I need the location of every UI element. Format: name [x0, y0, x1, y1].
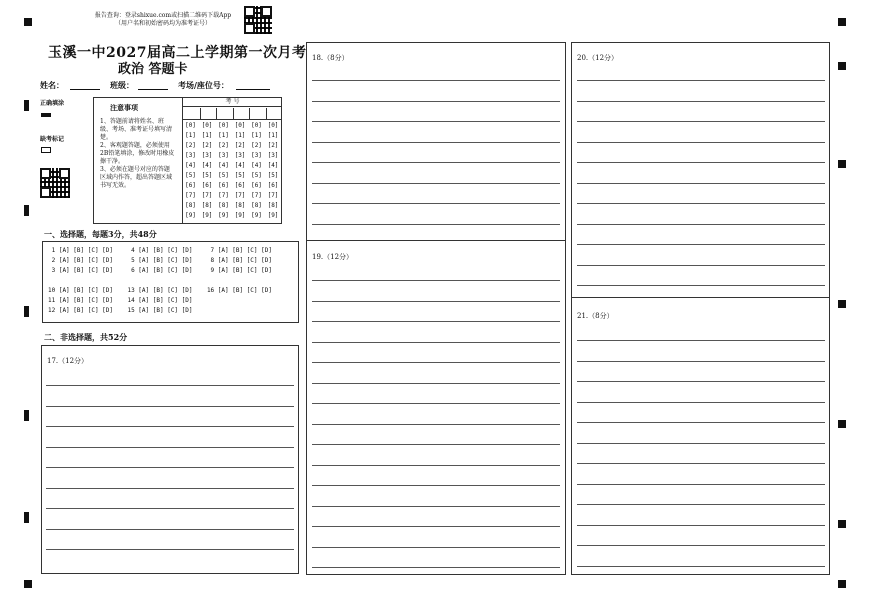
- corner-mark-br: [838, 580, 846, 588]
- exam-no-digit[interactable]: [7]: [234, 192, 246, 199]
- notes-line: 楚。: [100, 134, 113, 141]
- exam-no-digit[interactable]: [0]: [185, 122, 196, 129]
- choice-row[interactable]: 10 [A] [B] [C] [D] 13 [A] [B] [C] [D] 16 [A] [B] [C] [D]: [48, 287, 272, 294]
- answer-line: [577, 224, 825, 225]
- timing-mark: [838, 520, 846, 528]
- timing-bar: [24, 306, 29, 317]
- answer-line: [577, 121, 825, 122]
- answer-line: [577, 203, 825, 204]
- exam-no-digit[interactable]: [6]: [218, 182, 229, 189]
- exam-no-digit[interactable]: [1]: [218, 132, 229, 139]
- student-qr-code: [40, 168, 70, 198]
- section1-title: 一、选择题，每题3分，共48分: [44, 229, 157, 239]
- timing-bar: [24, 410, 29, 421]
- answer-line: [312, 142, 560, 143]
- exam-no-digit[interactable]: [3]: [201, 152, 213, 159]
- exam-no-digit[interactable]: [4]: [218, 162, 229, 169]
- q17-header: 17.（12分）: [47, 357, 89, 365]
- answer-line: [577, 361, 825, 362]
- answer-line: [577, 545, 825, 546]
- exam-no-digit[interactable]: [2]: [201, 142, 213, 149]
- notes-line: 3、必须在题号对应的答题: [100, 166, 170, 173]
- exam-no-digit[interactable]: [4]: [201, 162, 213, 169]
- name-label: 姓名：: [40, 80, 64, 90]
- answer-line: [577, 484, 825, 485]
- timing-bar: [24, 100, 29, 111]
- exam-no-digit[interactable]: [8]: [234, 202, 246, 209]
- exam-no-digit[interactable]: [0]: [234, 122, 246, 129]
- exam-no-digit[interactable]: [5]: [234, 172, 246, 179]
- exam-no-digit[interactable]: [1]: [267, 132, 279, 139]
- answer-line: [312, 424, 560, 425]
- timing-bar: [24, 205, 29, 216]
- answer-line: [577, 285, 825, 286]
- exam-no-digit[interactable]: [2]: [218, 142, 229, 149]
- notes-title: 注意事项: [110, 103, 138, 112]
- notes-text: [100, 118, 182, 190]
- exam-no-column[interactable]: [250, 121, 263, 221]
- answer-line: [312, 485, 560, 486]
- exam-no-digit[interactable]: [9]: [234, 212, 246, 219]
- answer-line: [312, 567, 560, 568]
- exam-no-digit[interactable]: [6]: [251, 182, 262, 189]
- timing-bar: [24, 512, 29, 523]
- exam-no-digit[interactable]: [9]: [201, 212, 213, 219]
- answer-line: [577, 402, 825, 403]
- correct-fill-sample: [41, 113, 51, 117]
- page-subtitle: 政治 答题卡: [118, 62, 188, 77]
- answer-line: [312, 224, 560, 225]
- notes-line: 擦干净。: [100, 158, 125, 165]
- exam-no-column[interactable]: [267, 121, 280, 221]
- exam-no-digit[interactable]: [6]: [185, 182, 196, 189]
- answer-line: [577, 566, 825, 567]
- notes-line: 1、答题前请将姓名、班: [100, 118, 164, 125]
- exam-no-entry-divider: [233, 108, 234, 119]
- exam-no-digit[interactable]: [9]: [267, 212, 279, 219]
- answer-line: [577, 340, 825, 341]
- answer-line: [46, 447, 294, 448]
- answer-line: [312, 162, 560, 163]
- answer-line: [577, 142, 825, 143]
- exam-no-digit[interactable]: [7]: [201, 192, 213, 199]
- choice-rows[interactable]: [48, 246, 272, 316]
- notice-line-1: 报告查询：登录shixue.com或扫描二维码下载App: [94, 12, 232, 19]
- exam-no-digit[interactable]: [4]: [234, 162, 246, 169]
- notes-line: 区域内作答，超出答题区域: [100, 174, 173, 181]
- exam-no-digit[interactable]: [3]: [234, 152, 246, 159]
- answer-line: [577, 244, 825, 245]
- corner-mark-tr: [838, 18, 846, 26]
- answer-line: [577, 422, 825, 423]
- exam-no-entry-divider: [249, 108, 250, 119]
- answer-line: [577, 265, 825, 266]
- exam-no-digit[interactable]: [8]: [201, 202, 213, 209]
- corner-mark-bl: [24, 580, 32, 588]
- exam-no-digit[interactable]: [9]: [185, 212, 196, 219]
- exam-no-digit[interactable]: [7]: [267, 192, 279, 199]
- exam-no-entry-divider: [216, 108, 217, 119]
- exam-no-digit[interactable]: [8]: [185, 202, 196, 209]
- answer-line: [577, 443, 825, 444]
- exam-no-digit[interactable]: [7]: [251, 192, 262, 199]
- notes-line: 书写无效。: [100, 182, 131, 189]
- missing-mark-label: 缺考标记: [40, 136, 65, 143]
- q20-q21-divider: [571, 297, 830, 298]
- exam-no-digit[interactable]: [0]: [218, 122, 229, 129]
- choice-row[interactable]: 12 [A] [B] [C] [D] 15 [A] [B] [C] [D]: [48, 307, 193, 314]
- correct-fill-label: 正确填涂: [40, 100, 65, 107]
- exam-no-digit[interactable]: [3]: [251, 152, 262, 159]
- corner-mark-tl: [24, 18, 32, 26]
- answer-line: [312, 321, 560, 322]
- answer-line: [577, 525, 825, 526]
- exam-no-column[interactable]: [201, 121, 214, 221]
- timing-mark: [838, 420, 846, 428]
- answer-line: [312, 465, 560, 466]
- exam-no-column[interactable]: [184, 121, 197, 221]
- answer-line: [46, 467, 294, 468]
- timing-mark: [838, 300, 846, 308]
- exam-no-digit[interactable]: [3]: [185, 152, 196, 159]
- exam-no-digit[interactable]: [5]: [251, 172, 262, 179]
- notes-line: 级、考场、准考证号填写清: [100, 126, 173, 133]
- answer-line: [577, 463, 825, 464]
- exam-no-column[interactable]: [234, 121, 247, 221]
- q18-q19-divider: [306, 240, 566, 241]
- exam-no-digit[interactable]: [6]: [267, 182, 279, 189]
- exam-no-digit[interactable]: [5]: [185, 172, 196, 179]
- exam-no-label: 考 号: [183, 98, 282, 107]
- exam-no-digit[interactable]: [8]: [251, 202, 262, 209]
- answer-line: [312, 80, 560, 81]
- answer-line: [312, 362, 560, 363]
- exam-no-digit[interactable]: [9]: [251, 212, 262, 219]
- exam-no-digit[interactable]: [2]: [234, 142, 246, 149]
- answer-line: [312, 342, 560, 343]
- exam-no-digit[interactable]: [7]: [185, 192, 196, 199]
- exam-no-digit[interactable]: [2]: [267, 142, 279, 149]
- class-label: 班级：: [110, 80, 134, 90]
- answer-line: [312, 101, 560, 102]
- exam-no-digit[interactable]: [1]: [201, 132, 213, 139]
- answer-line: [577, 162, 825, 163]
- exam-no-digit[interactable]: [2]: [251, 142, 262, 149]
- answer-line: [577, 101, 825, 102]
- q20-header: 20.（12分）: [577, 54, 619, 62]
- answer-line: [46, 426, 294, 427]
- choice-row[interactable]: 1 [A] [B] [C] [D] 4 [A] [B] [C] [D] 7 [A] [B] [C] [D]: [48, 247, 272, 254]
- q21-header: 21.（8分）: [577, 312, 614, 320]
- answer-line: [312, 203, 560, 204]
- choice-row[interactable]: [48, 276, 272, 286]
- exam-no-digit[interactable]: [2]: [185, 142, 196, 149]
- exam-no-digit[interactable]: [4]: [251, 162, 262, 169]
- exam-no-digit[interactable]: [3]: [267, 152, 279, 159]
- answer-line: [577, 183, 825, 184]
- room-label: 考场/座位号：: [178, 80, 229, 90]
- exam-no-digit[interactable]: [4]: [185, 162, 196, 169]
- answer-line: [312, 547, 560, 548]
- exam-no-digit[interactable]: [6]: [201, 182, 213, 189]
- missing-mark-box[interactable]: [41, 147, 51, 153]
- answer-line: [46, 406, 294, 407]
- choice-row[interactable]: 3 [A] [B] [C] [D] 6 [A] [B] [C] [D] 9 [A] [B] [C] [D]: [48, 267, 272, 274]
- answer-line: [46, 385, 294, 386]
- exam-no-digit[interactable]: [5]: [218, 172, 229, 179]
- answer-line: [46, 529, 294, 530]
- exam-no-digit[interactable]: [3]: [218, 152, 229, 159]
- room-field[interactable]: [236, 89, 270, 90]
- q19-header: 19.（12分）: [312, 253, 354, 261]
- timing-mark: [838, 62, 846, 70]
- answer-line: [312, 526, 560, 527]
- section2-title: 二、非选择题，共52分: [44, 332, 128, 342]
- exam-no-digit[interactable]: [5]: [201, 172, 213, 179]
- answer-line: [46, 488, 294, 489]
- exam-no-column[interactable]: [217, 121, 230, 221]
- choice-row[interactable]: 11 [A] [B] [C] [D] 14 [A] [B] [C] [D]: [48, 297, 193, 304]
- app-qr-code: [244, 6, 272, 34]
- exam-no-digit[interactable]: [1]: [234, 132, 246, 139]
- class-field[interactable]: [138, 89, 168, 90]
- answer-line: [577, 80, 825, 81]
- timing-mark: [838, 160, 846, 168]
- exam-no-digit[interactable]: [8]: [267, 202, 279, 209]
- exam-no-digit[interactable]: [5]: [267, 172, 279, 179]
- exam-no-digit[interactable]: [6]: [234, 182, 246, 189]
- name-field[interactable]: [70, 89, 100, 90]
- exam-no-digit[interactable]: [1]: [251, 132, 262, 139]
- answer-line: [312, 403, 560, 404]
- answer-line: [577, 504, 825, 505]
- q17-answer-box[interactable]: [41, 345, 299, 574]
- exam-no-digit[interactable]: [1]: [185, 132, 196, 139]
- notice-line-2: （用户名和初始密码均为准考证号）: [114, 20, 211, 27]
- exam-no-digit[interactable]: [9]: [218, 212, 229, 219]
- notes-line: 2、客观题答题，必须使用: [100, 142, 170, 149]
- exam-no-digit[interactable]: [4]: [267, 162, 279, 169]
- exam-no-digit[interactable]: [8]: [218, 202, 229, 209]
- answer-line: [46, 549, 294, 550]
- choice-row[interactable]: 2 [A] [B] [C] [D] 5 [A] [B] [C] [D] 8 [A] [B] [C] [D]: [48, 257, 272, 264]
- exam-no-entry-row[interactable]: [183, 108, 282, 120]
- answer-line: [312, 383, 560, 384]
- exam-no-digit[interactable]: [0]: [201, 122, 213, 129]
- answer-line: [312, 506, 560, 507]
- exam-no-digit[interactable]: [0]: [251, 122, 262, 129]
- answer-line: [312, 301, 560, 302]
- answer-line: [312, 280, 560, 281]
- answer-line: [46, 508, 294, 509]
- exam-no-digit[interactable]: [7]: [218, 192, 229, 199]
- exam-no-entry-divider: [200, 108, 201, 119]
- report-notice: [88, 12, 238, 28]
- page-title: 玉溪一中2027届高二上学期第一次月考: [48, 45, 307, 61]
- exam-no-entry-divider: [266, 108, 267, 119]
- exam-no-digit[interactable]: [0]: [267, 122, 279, 129]
- answer-line: [312, 444, 560, 445]
- answer-line: [312, 183, 560, 184]
- answer-line: [312, 121, 560, 122]
- answer-line: [577, 381, 825, 382]
- notes-line: 2B铅笔填涂，修改时用橡皮: [100, 150, 175, 157]
- q18-header: 18.（8分）: [312, 54, 349, 62]
